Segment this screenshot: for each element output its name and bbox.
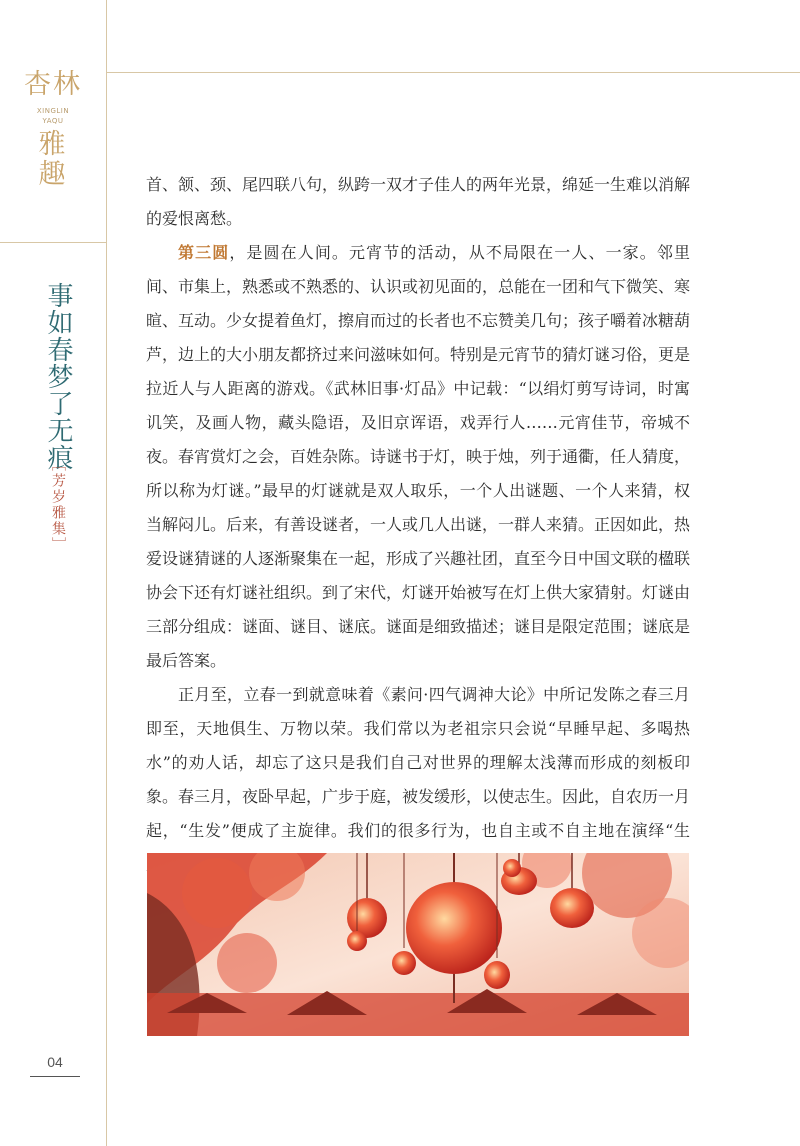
brand-latin1: XINGLIN	[36, 107, 70, 115]
column-title: 事如春梦了无痕	[43, 282, 73, 471]
article-body	[146, 168, 690, 882]
paragraph-3: 正月至，立春一到就意味着《素问·四气调神大论》中所记发陈之春三月即至，天地俱生、万物以荣。我们常以为老祖宗只会说“早睡早起、多喝热水”的劝人话，却忘了这只是我们自己对世界的理解太浅薄而形成的刻板印象。春三月，夜卧早起，广步于庭，被发缓形，以使志生。因此，自农历一月起，“生发”便成了主旋律。我们的很多行为，也自主或不自主地在演绎“生	[146, 685, 691, 840]
lantern-illustration	[147, 853, 689, 1036]
paragraph-2-text: ，是圆在人间。元宵节的活动，从不局限在一人、一家。邻里间、市集上，熟悉或不熟悉的、认识或初见面的，总能在一团和气下微笑、寒暄、互动。少女提着鱼灯，擦肩而过的长者也不忘赞美几句；孩子嚼着冰糖葫芦，边上的大小朋友都挤过来问滋味如何。特别是元宵节的猜灯谜习俗，更是拉近人与人距离的游戏。《武林旧事·灯品》中记载：“以绢灯剪写诗词，时寓讥笑，及画人物，藏头隐语，及旧京诨语，戏弄行人……元宵佳节，帝城不夜。春宵赏灯之会，百姓杂陈。诗谜书于灯，映于烛，列于通衢，任人猜度，所以称为灯谜。”最早的灯谜就是双人取乐，一个人出谜题、一个人来猜，权当解闷儿。后来，有善设谜者，一人或几人出谜，一群人来猜。正因如此，热爱设谜猜谜的人逐渐聚集在一起，形成了兴趣社团，直至今日中国文联的楹联协会下还有灯谜社组织。到了宋代，灯谜开始被写在灯上供大家猜射。灯谜由三部分组成：谜面、谜目、谜底。谜面是细致描述；谜目是限定范围；谜底是最后答案。	[146, 243, 691, 670]
brand-char-ya: 雅	[38, 129, 68, 160]
brand-line1: 杏林	[24, 69, 82, 100]
paragraph-2-highlight: 第三圆	[178, 243, 230, 262]
paragraph-1: 首、颔、颈、尾四联八句，纵跨一双才子佳人的两年光景，绵延一生难以消解的爱恨离愁。	[146, 175, 691, 228]
header-rule	[106, 72, 800, 73]
page-number-rule	[30, 1076, 80, 1077]
vertical-rule	[106, 0, 107, 1146]
paragraph-2	[146, 236, 690, 678]
brand-logo	[0, 70, 106, 190]
page-number: 04	[47, 1054, 63, 1070]
brand-latin2: YAQU	[42, 117, 64, 125]
brand-char-qu: 趣	[38, 159, 68, 190]
sidebar-rule	[0, 242, 106, 243]
column-subtitle: ［芳岁雅集］	[50, 457, 66, 553]
